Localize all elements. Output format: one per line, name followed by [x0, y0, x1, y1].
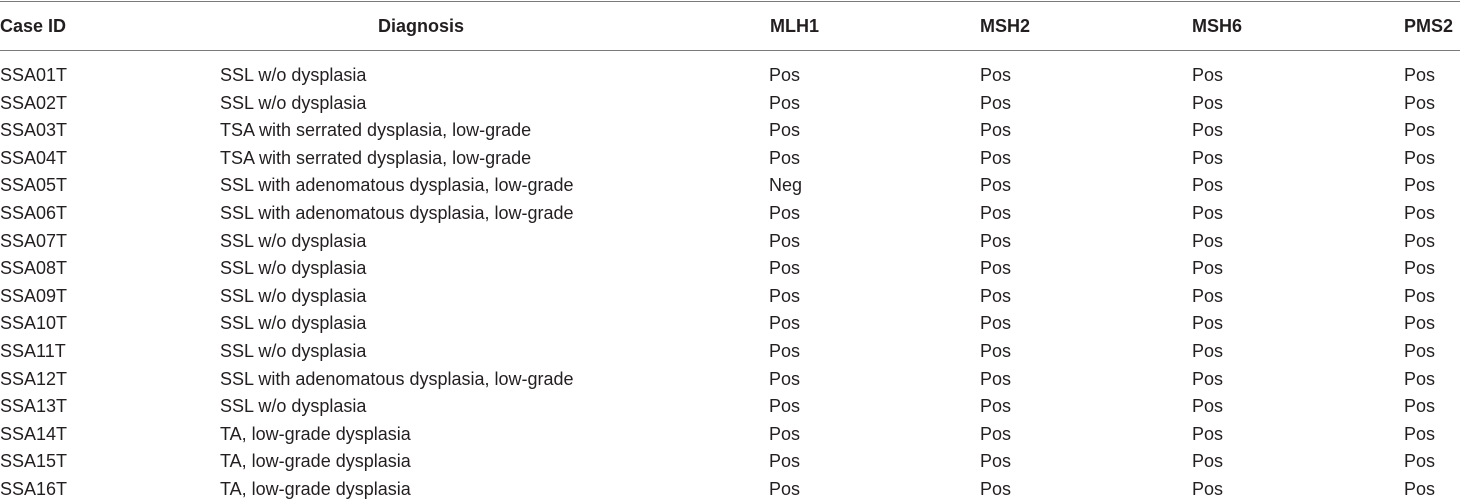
cell-msh6: Pos	[1192, 313, 1224, 334]
cell-mlh1: Pos	[769, 285, 801, 306]
cell-msh2: Pos	[980, 478, 1012, 499]
header-msh2: MSH2	[980, 16, 1031, 36]
table-body	[0, 62, 1460, 504]
cell-msh2: Pos	[980, 230, 1012, 251]
table-row	[0, 448, 1460, 476]
cell-pms2: Pos	[1404, 65, 1436, 85]
cell-case-id: SSA09T	[0, 285, 68, 306]
cell-msh6: Pos	[1192, 423, 1224, 444]
cell-msh6: Pos	[1192, 478, 1224, 499]
table-row	[0, 62, 1460, 90]
cell-mlh1: Pos	[769, 451, 801, 472]
table-row	[0, 172, 1460, 200]
cell-msh2: Pos	[980, 451, 1012, 472]
cell-msh2: Pos	[980, 175, 1012, 196]
cell-msh2: Pos	[980, 65, 1012, 85]
cell-mlh1: Pos	[769, 120, 801, 141]
table-row	[0, 145, 1460, 173]
table-row	[0, 90, 1460, 118]
cell-diagnosis: SSL w/o dysplasia	[220, 65, 367, 85]
cell-msh6: Pos	[1192, 202, 1224, 223]
table-row	[0, 228, 1460, 256]
cell-mlh1: Pos	[769, 368, 801, 389]
cell-msh6: Pos	[1192, 258, 1224, 279]
cell-mlh1: Pos	[769, 423, 801, 444]
table-row	[0, 200, 1460, 228]
cell-pms2: Pos	[1404, 396, 1436, 417]
table-row	[0, 255, 1460, 283]
cell-msh6: Pos	[1192, 396, 1224, 417]
cell-msh6: Pos	[1192, 147, 1224, 168]
cell-diagnosis: SSL w/o dysplasia	[220, 285, 367, 306]
cell-msh6: Pos	[1192, 451, 1224, 472]
cell-diagnosis: SSL w/o dysplasia	[220, 230, 367, 251]
cell-case-id: SSA08T	[0, 258, 68, 279]
table-row	[0, 421, 1460, 449]
cell-case-id: SSA04T	[0, 147, 68, 168]
cell-msh6: Pos	[1192, 340, 1224, 361]
cell-diagnosis: SSL w/o dysplasia	[220, 92, 367, 113]
cell-msh2: Pos	[980, 340, 1012, 361]
cell-msh2: Pos	[980, 285, 1012, 306]
cell-mlh1: Pos	[769, 258, 801, 279]
cell-diagnosis: TA, low-grade dysplasia	[220, 423, 411, 444]
cell-msh2: Pos	[980, 202, 1012, 223]
cell-case-id: SSA01T	[0, 65, 68, 85]
cell-msh2: Pos	[980, 368, 1012, 389]
cell-mlh1: Pos	[769, 396, 801, 417]
header-pms2: PMS2	[1404, 16, 1454, 36]
cell-diagnosis: TSA with serrated dysplasia, low-grade	[220, 147, 532, 168]
cell-msh2: Pos	[980, 423, 1012, 444]
cell-pms2: Pos	[1404, 478, 1436, 499]
table-row	[0, 338, 1460, 366]
cell-msh2: Pos	[980, 147, 1012, 168]
cell-msh6: Pos	[1192, 368, 1224, 389]
table-row	[0, 393, 1460, 421]
cell-msh6: Pos	[1192, 230, 1224, 251]
cell-pms2: Pos	[1404, 147, 1436, 168]
cell-case-id: SSA02T	[0, 92, 68, 113]
cell-diagnosis: SSL with adenomatous dysplasia, low-grade	[220, 202, 574, 223]
cell-diagnosis: TA, low-grade dysplasia	[220, 451, 411, 472]
cell-pms2: Pos	[1404, 92, 1436, 113]
cell-case-id: SSA13T	[0, 396, 68, 417]
table-row	[0, 476, 1460, 504]
cell-diagnosis: SSL w/o dysplasia	[220, 340, 367, 361]
table-row	[0, 283, 1460, 311]
cell-case-id: SSA06T	[0, 202, 68, 223]
cell-pms2: Pos	[1404, 423, 1436, 444]
cell-mlh1: Neg	[769, 175, 803, 196]
cell-case-id: SSA03T	[0, 120, 68, 141]
table-row	[0, 310, 1460, 338]
cell-msh2: Pos	[980, 396, 1012, 417]
cell-pms2: Pos	[1404, 120, 1436, 141]
cell-diagnosis: SSL w/o dysplasia	[220, 396, 367, 417]
header-mlh1: MLH1	[770, 16, 819, 36]
cell-mlh1: Pos	[769, 92, 801, 113]
cell-pms2: Pos	[1404, 451, 1436, 472]
cell-pms2: Pos	[1404, 175, 1436, 196]
cell-pms2: Pos	[1404, 230, 1436, 251]
cell-diagnosis: SSL with adenomatous dysplasia, low-grade	[220, 175, 574, 196]
table-row	[0, 117, 1460, 145]
cell-msh6: Pos	[1192, 92, 1224, 113]
cell-msh6: Pos	[1192, 65, 1224, 85]
table-header-rule	[0, 50, 1460, 51]
cell-diagnosis: SSL w/o dysplasia	[220, 258, 367, 279]
cell-case-id: SSA12T	[0, 368, 68, 389]
cell-msh2: Pos	[980, 120, 1012, 141]
cell-mlh1: Pos	[769, 65, 801, 85]
header-msh6: MSH6	[1192, 16, 1243, 36]
cell-pms2: Pos	[1404, 285, 1436, 306]
cell-case-id: SSA11T	[0, 340, 66, 361]
cell-case-id: SSA15T	[0, 451, 68, 472]
cell-msh6: Pos	[1192, 285, 1224, 306]
cell-msh6: Pos	[1192, 175, 1224, 196]
cell-mlh1: Pos	[769, 202, 801, 223]
cell-mlh1: Pos	[769, 147, 801, 168]
cell-mlh1: Pos	[769, 230, 801, 251]
table-top-rule	[0, 1, 1460, 2]
cell-diagnosis: TSA with serrated dysplasia, low-grade	[220, 120, 532, 141]
cell-mlh1: Pos	[769, 340, 801, 361]
cell-case-id: SSA14T	[0, 423, 68, 444]
cell-pms2: Pos	[1404, 313, 1436, 334]
cell-pms2: Pos	[1404, 202, 1436, 223]
cell-diagnosis: SSL w/o dysplasia	[220, 313, 367, 334]
header-diagnosis: Diagnosis	[378, 16, 465, 36]
cell-diagnosis: TA, low-grade dysplasia	[220, 478, 411, 499]
table-row	[0, 366, 1460, 394]
header-case-id: Case ID	[0, 16, 67, 36]
cell-case-id: SSA16T	[0, 478, 68, 499]
cell-mlh1: Pos	[769, 478, 801, 499]
cell-msh2: Pos	[980, 92, 1012, 113]
cell-diagnosis: SSL with adenomatous dysplasia, low-grade	[220, 368, 574, 389]
cell-case-id: SSA07T	[0, 230, 68, 251]
cell-pms2: Pos	[1404, 368, 1436, 389]
cell-pms2: Pos	[1404, 258, 1436, 279]
cell-pms2: Pos	[1404, 340, 1436, 361]
cell-msh2: Pos	[980, 313, 1012, 334]
cell-msh6: Pos	[1192, 120, 1224, 141]
cell-mlh1: Pos	[769, 313, 801, 334]
cell-case-id: SSA10T	[0, 313, 68, 334]
cell-case-id: SSA05T	[0, 175, 68, 196]
cell-msh2: Pos	[980, 258, 1012, 279]
table-header-row	[0, 8, 1460, 44]
